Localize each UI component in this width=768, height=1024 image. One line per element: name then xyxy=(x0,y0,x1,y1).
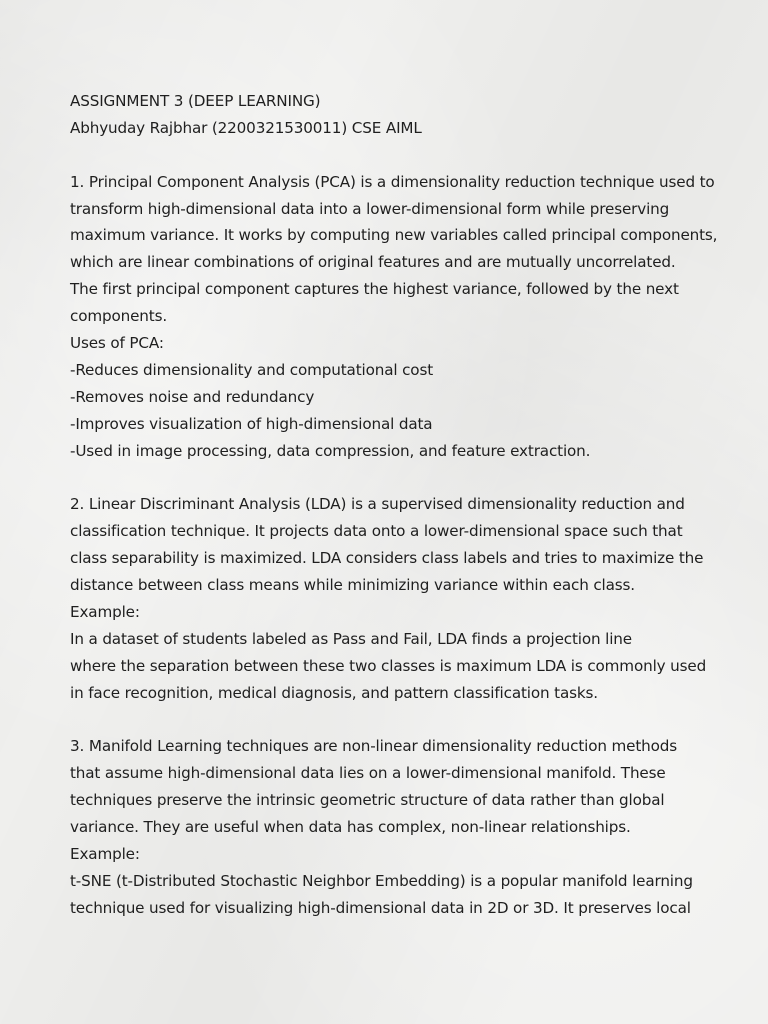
spacer xyxy=(70,142,720,169)
spacer xyxy=(70,464,720,491)
paragraph-line: In a dataset of students labeled as Pass and Fail, LDA finds a projection line xyxy=(70,629,632,648)
list-item: -Improves visualization of high-dimensional data xyxy=(70,414,433,433)
paragraph-line: 3. Manifold Learning techniques are non-linear dimensionality reduction methods xyxy=(70,737,678,756)
paragraph-line: components. xyxy=(70,307,168,326)
paragraph-line: distance between class means while minimizing variance within each class. xyxy=(70,576,635,595)
paragraph-line: techniques preserve the intrinsic geometric structure of data rather than global xyxy=(70,791,665,810)
paragraph-line: t-SNE (t-Distributed Stochastic Neighbor Embedding) is a popular manifold learning xyxy=(70,871,693,890)
subheading: Example: xyxy=(70,844,140,863)
section-lda xyxy=(70,491,720,706)
spacer xyxy=(70,706,720,733)
paragraph-line: transform high-dimensional data into a lower-dimensional form while preserving xyxy=(70,199,670,218)
list-item: -Reduces dimensionality and computational cost xyxy=(70,360,434,379)
paragraph-line: that assume high-dimensional data lies on a lower-dimensional manifold. These xyxy=(70,764,666,783)
section-manifold-learning xyxy=(70,733,720,921)
paragraph-line: variance. They are useful when data has complex, non-linear relationships. xyxy=(70,818,631,837)
paragraph-line: where the separation between these two classes is maximum LDA is commonly used xyxy=(70,656,707,675)
paragraph-line: class separability is maximized. LDA considers class labels and tries to maximize the xyxy=(70,549,704,568)
paragraph-line: classification technique. It projects data onto a lower-dimensional space such that xyxy=(70,522,683,541)
subheading: Uses of PCA: xyxy=(70,334,164,353)
list-item: -Removes noise and redundancy xyxy=(70,387,315,406)
list-item: -Used in image processing, data compression, and feature extraction. xyxy=(70,441,591,460)
subheading: Example: xyxy=(70,602,140,621)
paragraph-line: 1. Principal Component Analysis (PCA) is a dimensionality reduction technique used to xyxy=(70,172,715,191)
assignment-title: ASSIGNMENT 3 (DEEP LEARNING) xyxy=(70,92,321,110)
paragraph-line: which are linear combinations of original features and are mutually uncorrelated. xyxy=(70,253,676,272)
section-pca xyxy=(70,169,720,465)
paragraph-line: 2. Linear Discriminant Analysis (LDA) is a supervised dimensionality reduction and xyxy=(70,495,685,514)
assignment-page xyxy=(70,88,720,922)
paragraph-line: The first principal component captures the highest variance, followed by the next xyxy=(70,280,679,299)
paragraph-line: maximum variance. It works by computing new variables called principal components, xyxy=(70,226,718,245)
author-line: Abhyuday Rajbhar (2200321530011) CSE AIML xyxy=(70,118,422,137)
paragraph-line: in face recognition, medical diagnosis, and pattern classification tasks. xyxy=(70,683,598,702)
paragraph-line: technique used for visualizing high-dimensional data in 2D or 3D. It preserves local xyxy=(70,898,691,917)
